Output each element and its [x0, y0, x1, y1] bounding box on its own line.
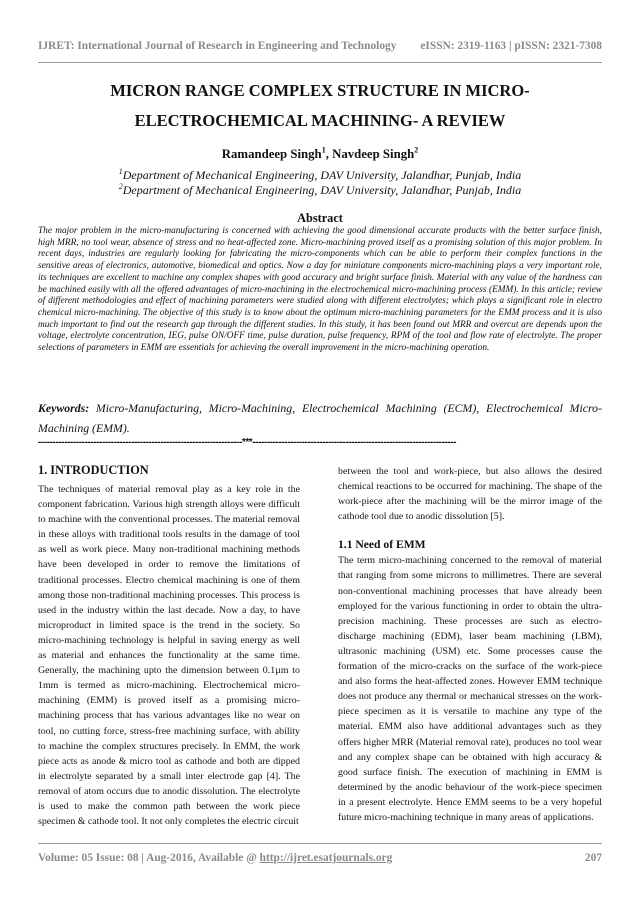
section-divider: ----------------------------------------------------------------------***---------------------------------------------------------------------- [38, 437, 457, 448]
keywords-label: Keywords: [38, 401, 90, 415]
header-rule [38, 62, 602, 63]
abstract-text: The major problem in the micro-manufacturing is concerned with achieving the good dimensional accurate products with the better surface finish, high MRR, no tool wear, absence of stress and no heat-affected zone. Micro-machining proved itself as a promising solution of this major problem. In recent days, industries are regularly looking for fabricating the micro-components which can be able to perform their complex functions in the sensitive areas of electronics, automotive, biomedical and optics. Now a day for miniature components micro-machining plays a very important role, its techniques are excellent to machine any complex shapes with good accuracy and bright surface finish. Material with any value of the hardness can be machined easily with all the offered advantages of micro-machining in the electrochemical micro-machining process (EMM). In this article; review of different methodologies and effect of machining parameters were studied along with different electrolytes; which plays a significant role in electro chemical micro-machining. The objective of this study is to know about the optimum micro-machining parameters for the EMM process and it is also much important to find out the research gap through the different studies. In this study, it has been found out MRR and overcut are depends upon the voltage, electrolyte concentration, IEG, pulse ON/OFF time, pulse duration, pulse frequency, RPM of the tool and flow rate of electrolyte. The proper selections of parameters in EMM are essentials for achieving the overall improvement in the micro-machining operation. [38, 226, 602, 354]
running-footer [38, 852, 602, 866]
paper-title [38, 76, 602, 136]
author-name: Ramandeep Singh [221, 147, 322, 161]
journal-url-link[interactable]: http://ijret.esatjournals.org [259, 852, 393, 864]
footer-rule [38, 843, 602, 844]
page-number: 207 [584, 852, 602, 864]
section-heading-introduction: 1. INTRODUCTION [38, 463, 149, 477]
keywords-text: Micro-Manufacturing, Micro-Machining, Electrochemical Machining (ECM), Electrochemical Micro-Machining (EMM). [38, 401, 602, 435]
journal-name: IJRET: International Journal of Research in Engineering and Technology [38, 40, 397, 52]
affiliations [38, 168, 602, 197]
affiliation: $^2$Department of Mechanical Engineering, DAV University, Jalandhar, Punjab, India [118, 181, 522, 197]
running-header [38, 40, 602, 54]
abstract-heading: Abstract [297, 211, 343, 225]
need-of-emm-paragraph: The term micro-machining concerned to the removal of material that ranging from some microns to millimetres. There are several non-conventional machining processes that have already been employed for the various functioning in order to obtain the ultra-precision machining. These processes are such as electro-discharge machining (EDM), laser beam machining (LBM), ultrasonic machining (USM) etc. Some processes cause the formation of the micro-cracks on the surface of the work-piece and also forms the heat-affected zones. However EMM technique does not produce any thermal or mechanical stresses on the work-piece specimen as it is versatile to machine any type of the material. EMM also have additional advantages such as they offers higher MRR (Material removal rate), produces no tool wear and any complex shape can be obtained with high accuracy & good surface finish. The execution of machining in EMM is determined by the anodic behaviour of the work-piece specimen in a present electrolyte. Hence EMM seems to be a very hopeful future micro-machining technique in many areas of applications. [338, 555, 602, 823]
section-heading-need-of-emm: 1.1 Need of EMM [338, 538, 426, 552]
right-column [338, 464, 602, 825]
introduction-continuation: between the tool and work-piece, but also allows the desired chemical reactions to be occurred for machining. The shape of the work-piece after the machining will be the mirror image of the cathode tool due to anodic dissolution [5]. [338, 466, 602, 523]
author-name: Navdeep Singh [332, 147, 415, 161]
author-list: Ramandeep Singh$^1$, Navdeep Singh$^2$ [221, 145, 419, 161]
volume-info: Volume: 05 Issue: 08 | Aug-2016, Available @ http://ijret.esatjournals.org [38, 852, 393, 864]
affiliation: $^1$Department of Mechanical Engineering, DAV University, Jalandhar, Punjab, India [118, 167, 522, 182]
issn: eISSN: 2319-1163 | pISSN: 2321-7308 [420, 40, 602, 52]
keywords [38, 399, 602, 438]
introduction-paragraph: The techniques of material removal play as a key role in the component fabrication. Various high strength alloys were difficult to machine with the conventional processes. The material removal in these alloys with traditional tools results in the damage of tool as well as work piece. Many non-traditional machining methods have been developed in order to remove the limitations of traditional processes. Electro chemical machining is one of them among those non-traditional machining processes. This process is used in the industry within the last decade. Now a day, to have microproduct in limited space is the trend in the society. So micro-machining technology is helpful in saving energy as well as material and enhances the functionality at the same time. Generally, the machining upto the dimension between 0.1µm to 1mm is termed as micro-machining. Electrochemical micro-machining (EMM) is proved itself as a promising micro-machining process that has various advantages like no wear on tool, no cutting force, stress-free machining surface, with ability to machine the complex structures precisely. In EMM, the work piece acts as anode & micro tool as cathode and both are dipped in electrolyte separated by a small inter electrode gap [4]. The removal of atom occurs due to anodic dissolution. The electrolyte is used to make the common path between the work piece specimen & cathode tool. It not only completes the electric circuit [38, 484, 300, 828]
left-column [38, 463, 300, 829]
title-line-2: ELECTROCHEMICAL MACHINING- A REVIEW [134, 111, 506, 130]
title-line-1: MICRON RANGE COMPLEX STRUCTURE IN MICRO- [110, 81, 530, 100]
